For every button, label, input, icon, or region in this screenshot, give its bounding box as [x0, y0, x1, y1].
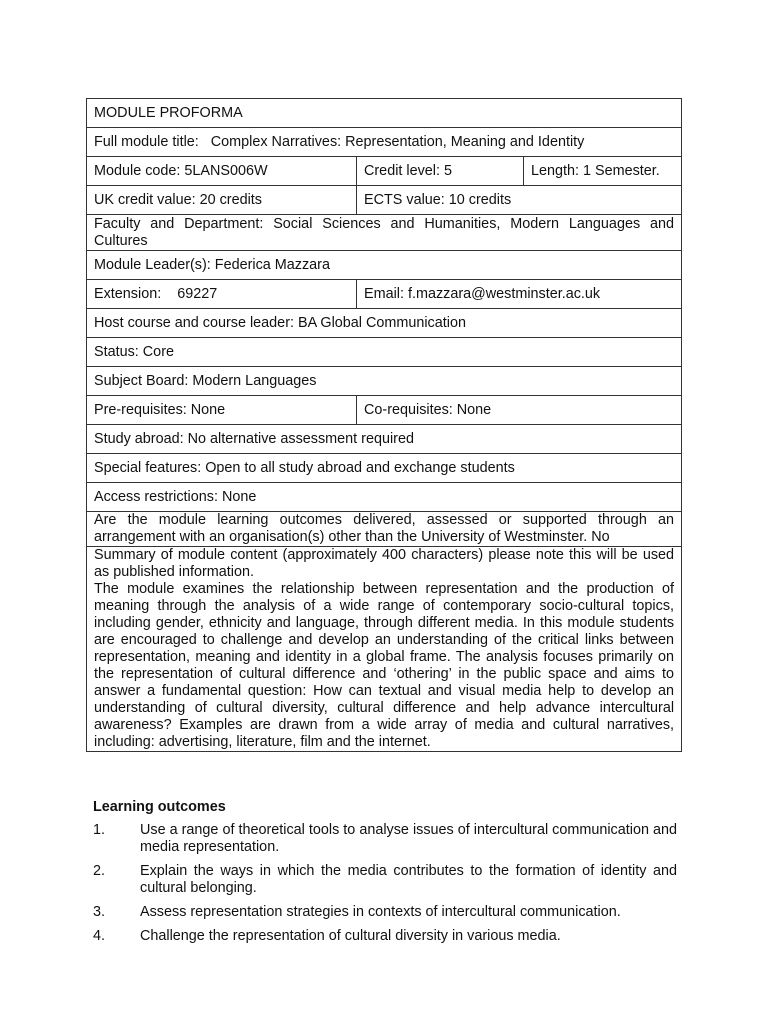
outcome-text: Explain the ways in which the media contributes to the formation of identity and cultural belonging.	[140, 863, 677, 896]
full-title-value: Complex Narratives: Representation, Meaning and Identity	[210, 133, 585, 150]
summary-intro: Summary of module content (approximately 400 characters) please note this will be used as published information.	[94, 547, 675, 580]
full-title-label: Full module title:	[94, 133, 199, 150]
module-code: Module code: 5LANS006W	[87, 157, 357, 186]
ects-value: ECTS value: 10 credits	[357, 186, 682, 215]
list-item	[93, 863, 677, 897]
summary-cell	[87, 547, 682, 752]
status: Status: Core	[87, 338, 682, 367]
learning-outcomes-heading: Learning outcomes	[93, 799, 226, 815]
outcome-number: 4.	[93, 928, 106, 944]
corequisites: Co-requisites: None	[357, 396, 682, 425]
email: Email: f.mazzara@westminster.ac.uk	[357, 280, 682, 309]
list-item	[93, 904, 677, 921]
faculty-department: Faculty and Department: Social Sciences and Humanities, Modern Languages and Cultures	[87, 215, 682, 251]
module-proforma-table	[86, 98, 682, 752]
access-restrictions: Access restrictions: None	[87, 483, 682, 512]
extension-value: 69227	[177, 285, 218, 302]
outcome-text: Use a range of theoretical tools to analyse issues of intercultural communication and media representation.	[140, 822, 677, 855]
list-item	[93, 928, 677, 945]
module-length: Length: 1 Semester.	[524, 157, 682, 186]
outcome-text: Challenge the representation of cultural diversity in various media.	[140, 928, 561, 944]
full-module-title	[87, 128, 682, 157]
module-leader: Module Leader(s): Federica Mazzara	[87, 251, 682, 280]
credit-level: Credit level: 5	[357, 157, 524, 186]
outcome-number: 2.	[93, 863, 106, 879]
uk-credit-value: UK credit value: 20 credits	[87, 186, 357, 215]
prerequisites: Pre-requisites: None	[87, 396, 357, 425]
host-course: Host course and course leader: BA Global Communication	[87, 309, 682, 338]
special-features: Special features: Open to all study abroad and exchange students	[87, 454, 682, 483]
learning-outcomes	[93, 798, 677, 952]
outcome-number: 1.	[93, 822, 106, 838]
extension	[87, 280, 357, 309]
outcomes-delivered-question: Are the module learning outcomes delivered, assessed or supported through an arrangement with an organisation(s) other than the University of Westminster. No	[87, 512, 682, 547]
proforma-heading: MODULE PROFORMA	[87, 99, 682, 128]
outcome-text: Assess representation strategies in contexts of intercultural communication.	[140, 904, 621, 920]
outcome-number: 3.	[93, 904, 106, 920]
subject-board: Subject Board: Modern Languages	[87, 367, 682, 396]
summary-body: The module examines the relationship between representation and the production of meaning through the analysis of a wide range of contemporary socio-cultural topics, including gender, ethnicity and language, through different media. In this module students are encouraged to challenge and develop an understanding of the critical links between representation, meaning and identity in a global frame. The analysis focuses primarily on the representation of cultural difference and ‘othering’ in the public space and aims to answer a fundamental question: How can textual and visual media help to develop an understanding of cultural diversity, cultural difference and help advance intercultural awareness? Examples are drawn from a wide array of media and cultural narratives, including: advertising, literature, film and the internet.	[94, 581, 675, 750]
list-item	[93, 822, 677, 856]
study-abroad: Study abroad: No alternative assessment required	[87, 425, 682, 454]
extension-label: Extension:	[94, 285, 162, 302]
